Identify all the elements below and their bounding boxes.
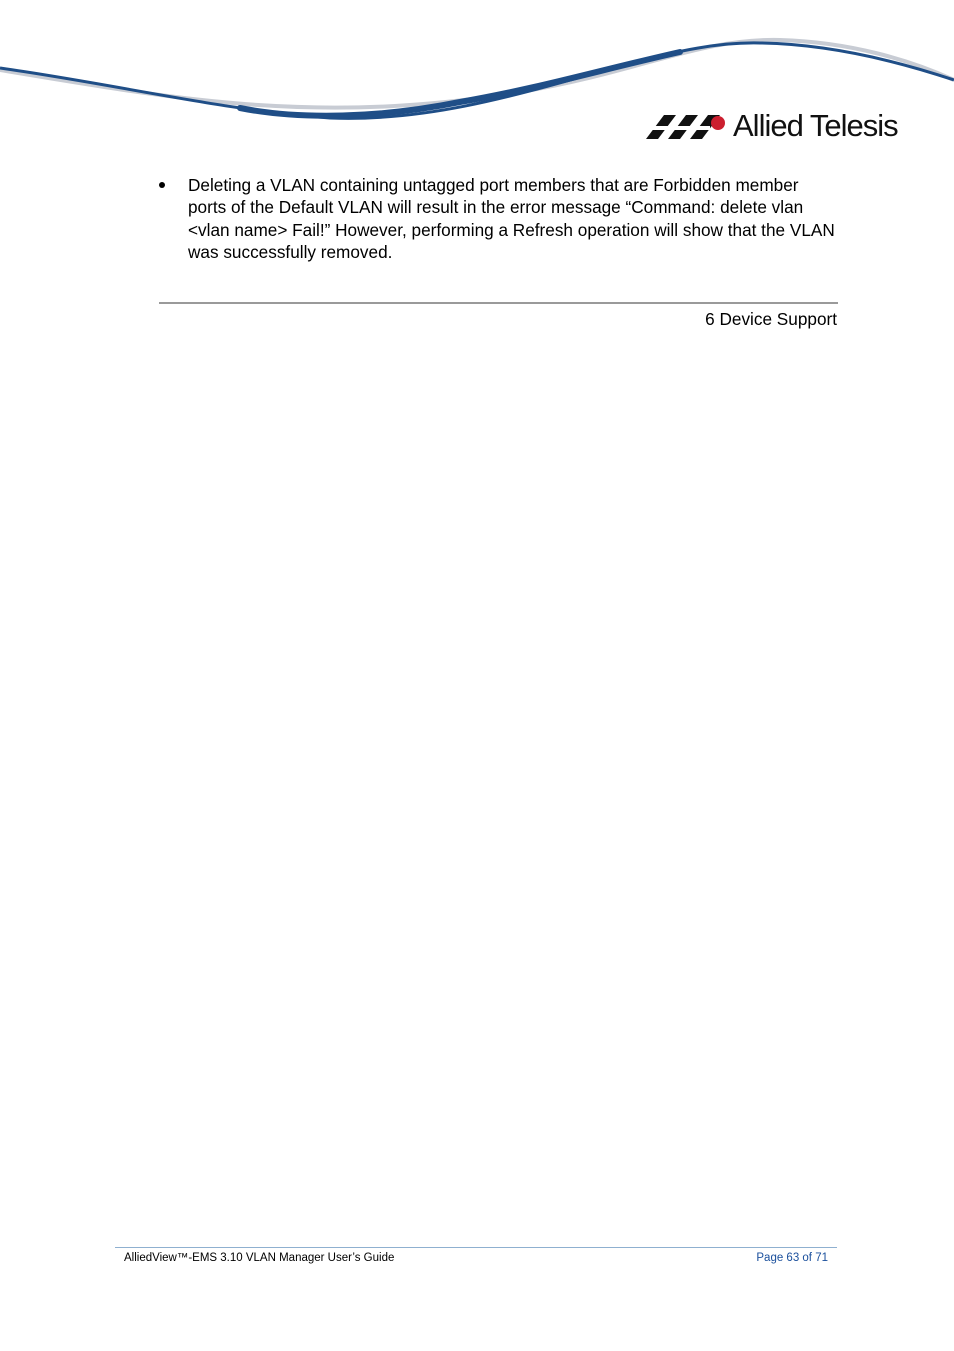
section-label: 6 Device Support xyxy=(705,309,837,329)
footer-page-number: Page 63 of 71 xyxy=(756,1252,828,1264)
footer-divider xyxy=(115,1247,837,1248)
bullet-text: Deleting a VLAN containing untagged port members that are Forbidden member ports of the Default VLAN will result in the error message “Command: delete vlan <vlan name> Fail!” However, performing a Refresh operation will show that the VLAN was successfully removed. xyxy=(188,175,835,263)
logo-text: Allied Telesis xyxy=(733,108,898,143)
allied-telesis-logo xyxy=(646,108,906,148)
footer-doc-title: AlliedView™-EMS 3.10 VLAN Manager User’s Guide xyxy=(124,1252,395,1264)
allied-telesis-logo-mark-icon xyxy=(646,114,728,140)
section-divider xyxy=(159,302,838,304)
bullet-icon xyxy=(159,182,165,188)
bullet-item xyxy=(159,174,839,264)
document-body xyxy=(159,174,839,264)
